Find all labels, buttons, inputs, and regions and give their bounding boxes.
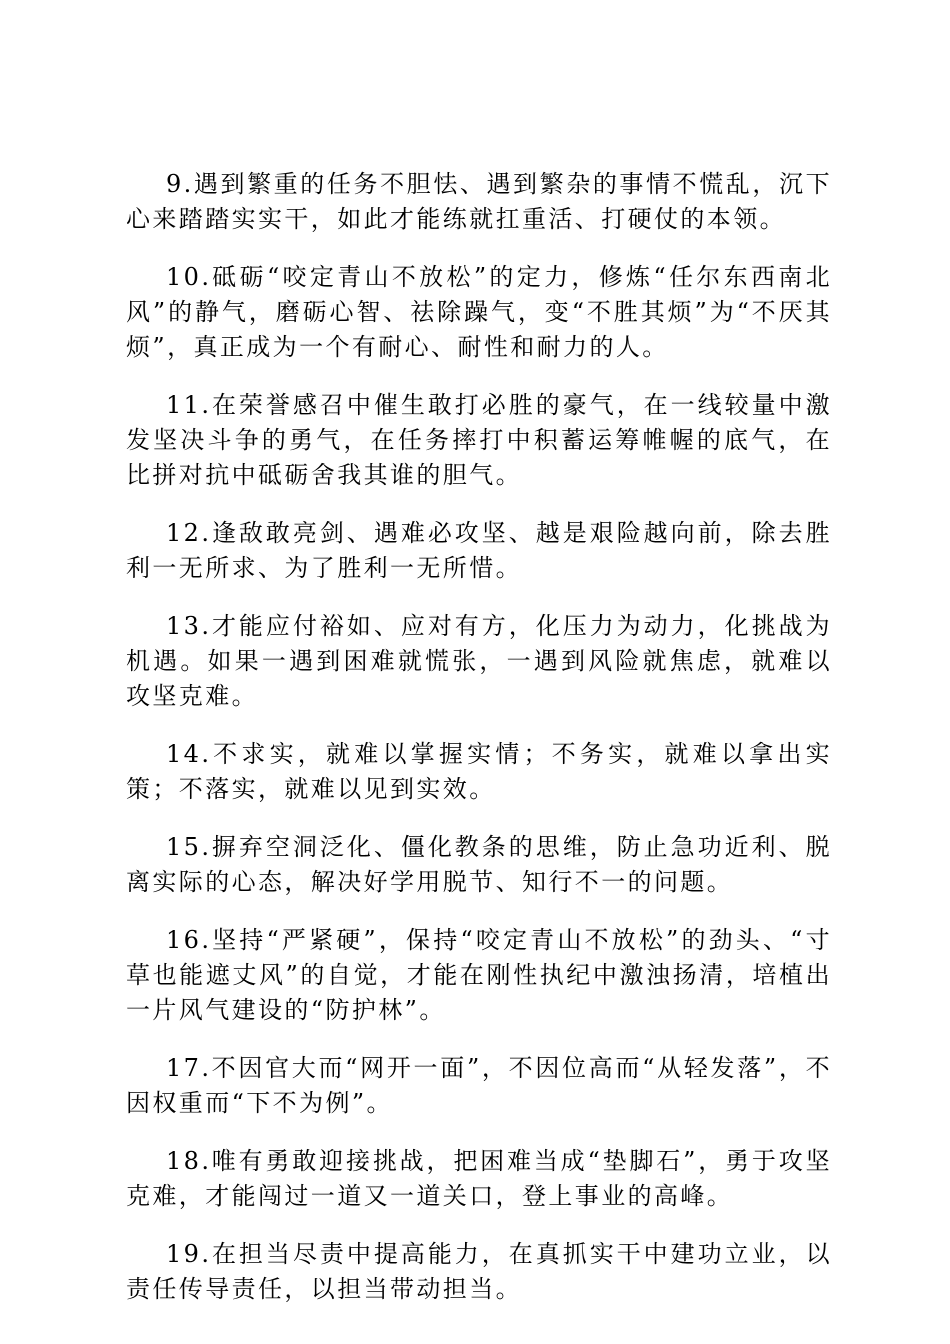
paragraph-18: 18.唯有勇敢迎接挑战，把困难当成“垫脚石”，勇于攻坚克难，才能闯过一道又一道关口，登上事业的高峰。 — [126, 1147, 832, 1210]
paragraph-11: 11.在荣誉感召中催生敢打必胜的豪气，在一线较量中激发坚决斗争的勇气，在任务摔打中积蓄运筹帷幄的底气，在比拼对抗中砥砺舍我其谁的胆气。 — [126, 391, 832, 489]
paragraph-19: 19.在担当尽责中提高能力，在真抓实干中建功立业，以责任传导责任，以担当带动担当。 — [126, 1240, 832, 1303]
paragraph-10: 10.砥砺“咬定青山不放松”的定力，修炼“任尔东西南北风”的静气，磨砺心智、祛除躁气，变“不胜其烦”为“不厌其烦”，真正成为一个有耐心、耐性和耐力的人。 — [126, 263, 832, 361]
paragraph-16: 16.坚持“严紧硬”，保持“咬定青山不放松”的劲头、“寸草也能遮丈风”的自觉，才能在刚性执纪中激浊扬清，培植出一片风气建设的“防护林”。 — [126, 926, 832, 1024]
paragraph-14: 14.不求实，就难以掌握实情；不务实，就难以拿出实策；不落实，就难以见到实效。 — [126, 740, 832, 803]
paragraph-12: 12.逢敌敢亮剑、遇难必攻坚、越是艰险越向前，除去胜利一无所求、为了胜利一无所惜。 — [126, 519, 832, 582]
paragraph-15: 15.摒弃空洞泛化、僵化教条的思维，防止急功近利、脱离实际的心态，解决好学用脱节、知行不一的问题。 — [126, 833, 832, 896]
document-body — [126, 167, 832, 1330]
paragraph-9: 9.遇到繁重的任务不胆怯、遇到繁杂的事情不慌乱，沉下心来踏踏实实干，如此才能练就扛重活、打硬仗的本领。 — [126, 170, 832, 233]
paragraph-17: 17.不因官大而“网开一面”，不因位高而“从轻发落”，不因权重而“下不为例”。 — [126, 1054, 832, 1117]
paragraph-13: 13.才能应付裕如、应对有方，化压力为动力，化挑战为机遇。如果一遇到困难就慌张，一遇到风险就焦虑，就难以攻坚克难。 — [126, 612, 832, 710]
